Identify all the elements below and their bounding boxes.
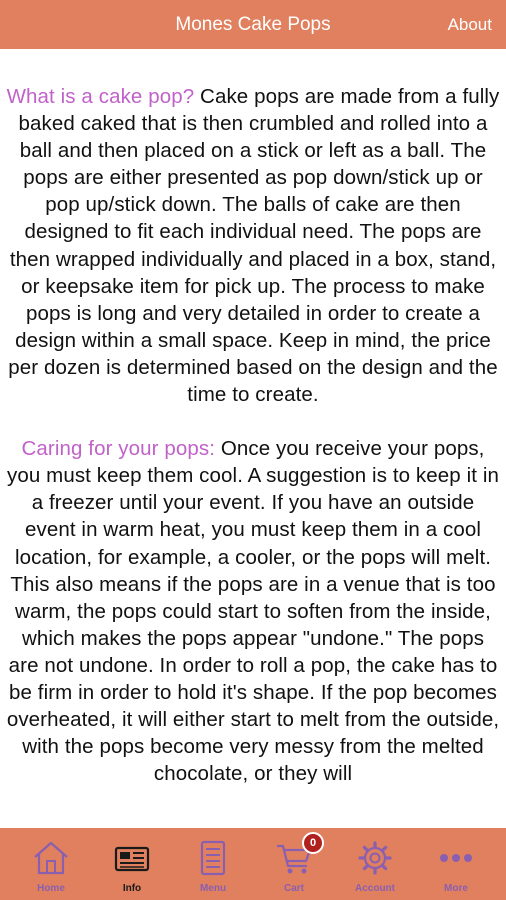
tab-account[interactable]: [333, 828, 417, 900]
tab-menu[interactable]: [171, 828, 255, 900]
section-body: Once you receive your pops, you must keep them cool. A suggestion is to keep it in a freezer until your event. If you have an outside event in warm heat, you must keep them in a cool location, for example, a cooler, or the pops will melt. This also means if the pops are in a venue that is too warm, the pops could start to soften from the inside, which makes the pops appear "undone." The pops are not undone. In order to roll a pop, the cake has to be firm in order to hold it's shape. If the pop becomes overheated, it will either start to melt from the outside, with the pops become very messy from the melted chocolate, or they will: [6, 437, 500, 786]
tab-info[interactable]: [90, 828, 174, 900]
cart-count-badge: 0: [302, 832, 324, 854]
tab-bar: [0, 828, 506, 900]
tab-more[interactable]: [414, 828, 498, 900]
app-title: Mones Cake Pops: [175, 14, 331, 35]
section-heading: What is a cake pop?: [6, 85, 195, 108]
navigation-bar: [0, 0, 506, 49]
gear-icon: [355, 840, 395, 876]
section-heading: Caring for your pops:: [21, 437, 216, 461]
tab-menu-label: Menu: [199, 883, 227, 894]
tab-info-label: Info: [122, 883, 142, 894]
tab-cart-label: Cart: [283, 883, 304, 894]
tab-more-label: More: [444, 883, 468, 894]
tab-cart[interactable]: [252, 828, 336, 900]
home-icon: [31, 840, 71, 876]
about-button[interactable]: About: [447, 15, 492, 34]
section-cake-pop-definition: [0, 83, 506, 408]
newspaper-icon: [112, 840, 152, 876]
tab-account-label: Account: [355, 883, 395, 894]
section-body: Cake pops are made from a fully baked caked that is then crumbled and rolled into a ball and then placed on a stick or left as a ball. The pops are either presented as pop down/stick up or pop up/stick down. The balls of cake are then designed to fit each individual need. The pops are then wrapped individually and placed in a box, stand, or keepsake item for pick up. The process to make pops is long and very detailed in order to create a design within a small space. Keep in mind, the price per dozen is determined based on the design and the time to create.: [8, 85, 500, 407]
more-dots-icon: [436, 840, 476, 876]
section-caring-for-pops: [0, 435, 506, 787]
content-area[interactable]: [0, 83, 506, 828]
menu-list-icon: [193, 840, 233, 876]
tab-home-label: Home: [37, 883, 65, 894]
tab-home[interactable]: [9, 828, 93, 900]
